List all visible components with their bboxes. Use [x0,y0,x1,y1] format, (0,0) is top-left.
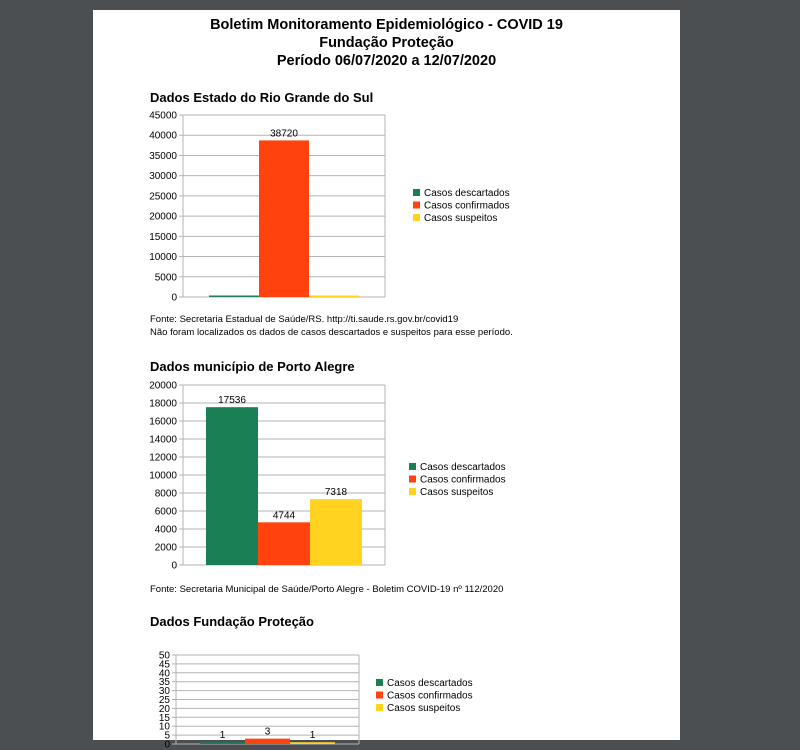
legend-entry: Casos descartados [424,188,510,199]
legend-entry: Casos suspeitos [387,703,460,714]
legend-entry: Casos confirmados [387,691,473,702]
y-tick-label: 0 [171,293,177,304]
y-tick-label: 45000 [149,111,177,122]
y-tick-label: 30000 [149,171,177,182]
y-tick-label: 20000 [149,381,177,392]
y-tick-label: 25 [159,695,171,706]
y-tick-label: 6000 [155,507,178,518]
section-title-fundacao: Dados Fundação Proteção [150,614,314,629]
y-tick-label: 8000 [155,489,178,500]
legend-swatch [413,202,420,209]
legend-swatch [409,488,416,495]
y-tick-label: 5000 [155,272,178,283]
chart-fundacao [93,640,680,750]
y-tick-label: 10000 [149,252,177,263]
legend-entry: Casos confirmados [424,201,510,212]
data-label: 3 [265,727,271,738]
bar [309,296,359,298]
data-label: 38720 [270,128,298,139]
legend-swatch [376,679,383,686]
source-note-rs: Fonte: Secretaria Estadual de Saúde/RS. http://ti.saude.rs.gov.br/covid19 [150,313,458,326]
data-label: 4744 [273,510,296,521]
legend-entry: Casos suspeitos [424,213,497,224]
y-tick-label: 30 [159,686,171,697]
y-tick-label: 10 [159,722,171,733]
missing-data-note-rs: Não foram localizados os dados de casos descartados e suspeitos para esse período. [150,326,513,339]
y-tick-label: 0 [164,740,170,750]
bar [310,499,362,565]
document-title: Boletim Monitoramento Epidemiológico - COVID 19 [93,16,680,34]
legend-swatch [409,476,416,483]
chart-rs [93,110,680,310]
y-tick-label: 15000 [149,232,177,243]
chart-poa [93,380,680,580]
y-tick-label: 35000 [149,151,177,162]
bar [258,522,310,565]
y-tick-label: 25000 [149,191,177,202]
y-tick-label: 20000 [149,212,177,223]
document-subtitle: Fundação Proteção [93,34,680,52]
y-tick-label: 40000 [149,131,177,142]
section-title-poa: Dados município de Porto Alegre [150,359,355,374]
data-label: 1 [310,730,316,741]
legend-swatch [376,692,383,699]
legend-swatch [413,214,420,221]
legend-swatch [413,189,420,196]
legend-entry: Casos suspeitos [420,487,493,498]
y-tick-label: 20 [159,704,171,715]
legend-swatch [409,463,416,470]
y-tick-label: 16000 [149,417,177,428]
data-label: 7318 [325,487,348,498]
bar [259,140,309,297]
bar [200,742,245,744]
section-title-rs: Dados Estado do Rio Grande do Sul [150,90,373,105]
y-tick-label: 0 [171,561,177,572]
y-tick-label: 5 [164,731,170,742]
document-period: Período 06/07/2020 a 12/07/2020 [93,52,680,70]
legend-entry: Casos descartados [387,678,473,689]
y-tick-label: 12000 [149,453,177,464]
legend-entry: Casos descartados [420,462,506,473]
document-page [93,10,680,740]
data-label: 17536 [218,395,246,406]
y-tick-label: 15 [159,713,171,724]
y-tick-label: 18000 [149,399,177,410]
y-tick-label: 50 [159,651,171,662]
source-note-poa: Fonte: Secretaria Municipal de Saúde/Porto Alegre - Boletim COVID-19 nº 112/2020 [150,583,503,596]
bar [206,407,258,565]
bar [209,296,259,298]
y-tick-label: 4000 [155,525,178,536]
y-tick-label: 14000 [149,435,177,446]
y-tick-label: 45 [159,659,171,670]
legend-swatch [376,704,383,711]
bar [245,739,290,744]
legend-entry: Casos confirmados [420,475,506,486]
y-tick-label: 35 [159,677,171,688]
y-tick-label: 10000 [149,471,177,482]
y-tick-label: 40 [159,668,171,679]
bar [290,742,335,744]
data-label: 1 [220,730,226,741]
y-tick-label: 2000 [155,543,178,554]
